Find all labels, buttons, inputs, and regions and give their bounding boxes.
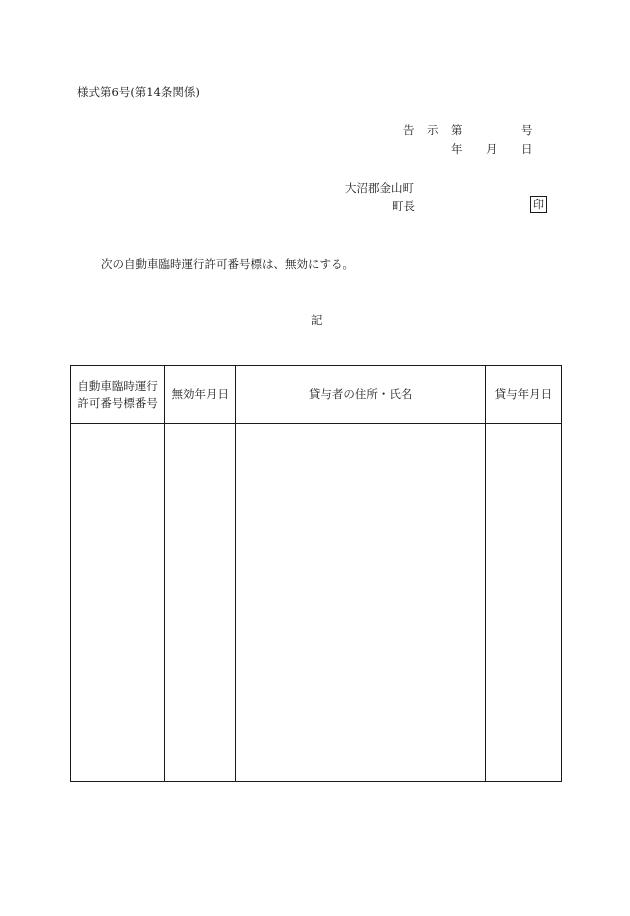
seal-stamp: 印 [530,196,547,213]
header-plate-number-line2: 許可番号標番号 [77,395,158,410]
issuer-title: 町長 [392,199,415,213]
header-lend-date: 貸与年月日 [485,366,561,424]
notice-kou: 告 [403,123,415,137]
table-header-row [71,366,562,424]
date-year: 年 [451,142,463,156]
statement-text: 次の自動車臨時運行許可番号標は、無効にする。 [101,257,354,271]
cell-lend-date[interactable] [485,424,561,782]
notice-date-line [400,141,540,157]
notice-number-line [400,122,540,138]
cell-invalid-date[interactable] [165,424,236,782]
date-day: 日 [521,142,533,156]
notice-gou: 号 [521,123,533,137]
notice-ji: 示 [427,123,439,137]
header-borrower: 貸与者の住所・氏名 [236,366,486,424]
cell-plate-number[interactable] [71,424,165,782]
table-row [71,424,562,782]
date-month: 月 [486,142,498,156]
cell-borrower[interactable] [236,424,486,782]
header-plate-number [71,366,165,424]
ki-heading: 記 [311,313,323,327]
issuer-organization: 大沼郡金山町 [345,181,414,195]
header-invalid-date: 無効年月日 [165,366,236,424]
notice-dai: 第 [451,123,463,137]
header-plate-number-line1: 自動車臨時運行 [77,378,158,393]
form-label: 様式第6号(第14条関係) [77,85,200,99]
invalidation-table [70,365,562,782]
